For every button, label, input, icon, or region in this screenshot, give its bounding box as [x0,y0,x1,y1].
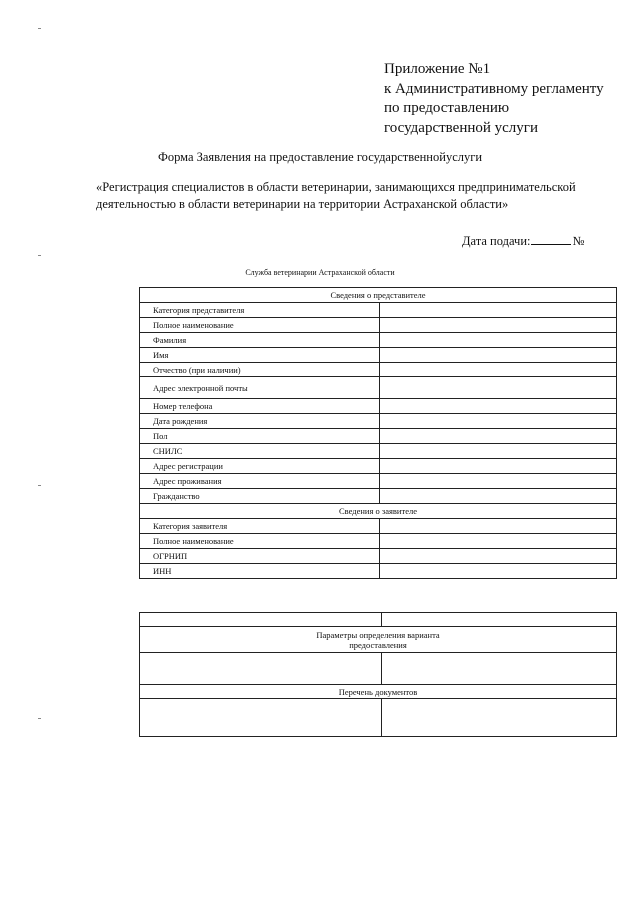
field-label: Категория заявителя [140,519,380,534]
blank-cell [382,653,617,685]
field-label: Имя [140,348,380,363]
field-label: Полное наименование [140,534,380,549]
variant-header-line-1: Параметры определения варианта [316,629,440,640]
field-value [380,489,617,504]
submission-date-line [462,233,584,249]
field-label: Номер телефона [140,399,380,414]
date-label: Дата подачи: [462,234,531,248]
field-label: Полное наименование [140,318,380,333]
blank-cell [382,613,617,627]
field-value [380,534,617,549]
subject-line-1: «Регистрация специалистов в области ветеринарии, занимающихся предпринимательской [96,180,576,194]
field-label: Отчество (при наличии) [140,363,380,377]
field-value [380,399,617,414]
field-value [380,318,617,333]
field-value [380,414,617,429]
field-label: Адрес электронной почты [140,377,380,399]
field-label: Фамилия [140,333,380,348]
field-value [380,348,617,363]
subject-line-2: деятельностью в области ветеринарии на территории Астраханской области» [96,197,509,211]
blank-cell [140,699,382,737]
field-value [380,519,617,534]
field-label: Гражданство [140,489,380,504]
field-value [380,303,617,318]
variant-header-line-2: предоставления [349,639,407,650]
field-value [380,444,617,459]
field-value [380,377,617,399]
blank-cell [382,699,617,737]
variant-header [140,627,617,653]
field-label: ОГРНИП [140,549,380,564]
number-sign: № [572,234,585,248]
field-value [380,333,617,348]
field-value [380,474,617,489]
blank-cell [140,613,382,627]
field-label: ИНН [140,564,380,579]
field-value [380,459,617,474]
field-value [380,564,617,579]
applicant-header: Сведения о заявителе [140,504,617,519]
documents-header: Перечень документов [140,685,617,699]
field-label: Дата рождения [140,414,380,429]
appendix-line-2: к Административному регламенту [384,80,604,97]
representative-table [139,287,617,579]
appendix-line-3: по предоставлению [384,100,510,116]
service-name: Служба ветеринарии Астраханской области [245,268,395,277]
field-label: Пол [140,429,380,444]
appendix-line-1: Приложение №1 [384,61,491,77]
field-value [380,429,617,444]
field-label: Адрес проживания [140,474,380,489]
service-subject [96,179,596,213]
blank-cell [140,653,382,685]
variant-documents-table [139,612,617,737]
appendix-line-4: государственной услуги [384,119,538,136]
field-value [380,363,617,377]
field-value [380,549,617,564]
field-label: СНИЛС [140,444,380,459]
form-title: Форма Заявления на предоставление государственнойуслуги [157,150,483,164]
representative-header: Сведения о представителе [140,288,617,303]
field-label: Адрес регистрации [140,459,380,474]
date-blank [531,233,571,245]
appendix-heading [384,60,604,138]
field-label: Категория представителя [140,303,380,318]
